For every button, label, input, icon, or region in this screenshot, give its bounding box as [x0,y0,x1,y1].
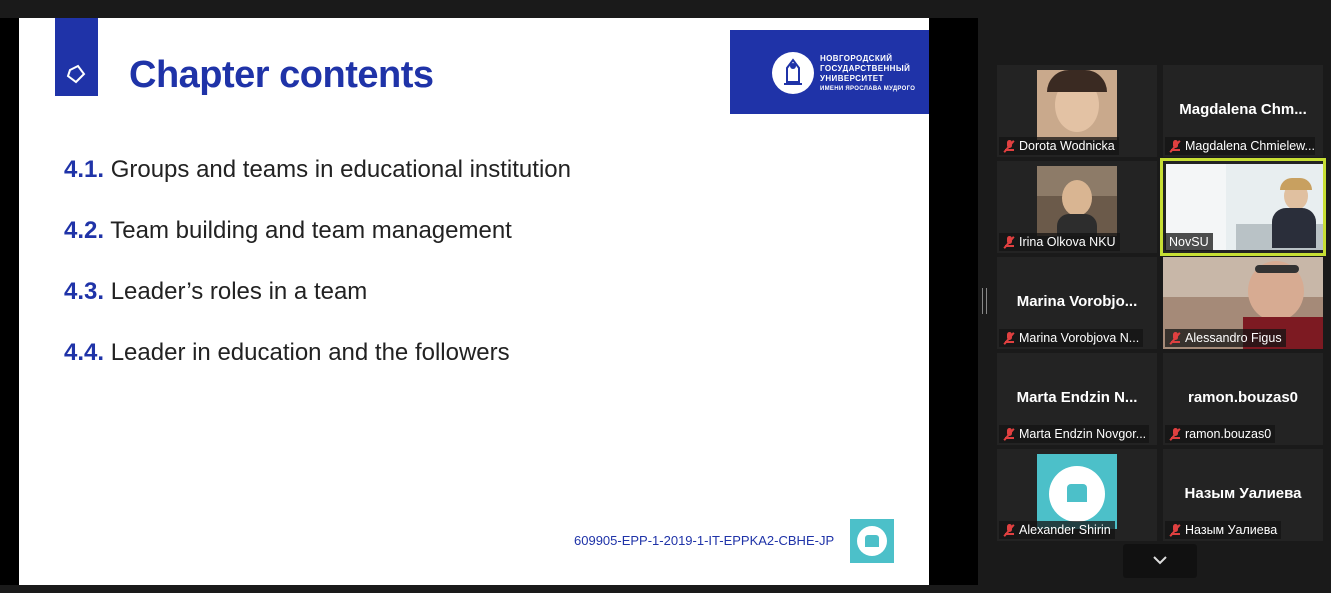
participant-tile[interactable] [997,161,1157,253]
participant-name-label: Marina Vorobjova N... [999,329,1143,347]
participant-tile-active-speaker[interactable] [1160,158,1326,256]
project-code: 609905-EPP-1-2019-1-IT-EPPKA2-CBHE-JP [574,533,835,548]
participant-tile[interactable] [997,65,1157,157]
gallery-scroll-down-button[interactable] [1123,544,1197,578]
window-top-bar [0,0,1331,18]
toc-item: 4.2. Team building and team management [64,217,512,244]
table-of-contents [64,156,571,400]
mic-muted-icon [1003,140,1015,153]
participant-name-label: Irina Olkova NKU [999,233,1120,251]
participant-name-label: NovSU [1165,233,1213,251]
mic-muted-icon [1169,428,1181,441]
participant-avatar [1037,454,1117,529]
toc-item: 4.4. Leader in education and the followers [64,339,510,366]
mic-muted-icon [1169,332,1181,345]
participant-tile[interactable] [1163,65,1323,157]
mic-muted-icon [1169,524,1181,537]
slide-corner-flag [55,18,98,96]
participant-display-name: ramon.bouzas0 [1187,389,1299,406]
presentation-slide [19,18,929,585]
window-bottom-bar [0,585,1331,593]
participant-tile[interactable] [997,449,1157,541]
slide-title: Chapter contents [129,54,434,96]
toc-item: 4.1. Groups and teams in educational institution [64,156,571,183]
participant-tile[interactable] [1163,257,1323,349]
toc-item: 4.3. Leader’s roles in a team [64,278,368,305]
participant-tile[interactable] [997,353,1157,445]
panel-resize-handle[interactable] [982,288,987,314]
participant-name-label: Alexander Shirin [999,521,1115,539]
participant-display-name: Назым Уалиева [1184,485,1302,502]
participant-name-label: Marta Endzin Novgor... [999,425,1149,443]
participant-name-label: Назым Уалиева [1165,521,1281,539]
mic-muted-icon [1169,140,1181,153]
mic-muted-icon [1003,332,1015,345]
participant-tile[interactable] [997,257,1157,349]
project-logo-icon [850,519,894,563]
participant-video [1037,70,1117,140]
participant-name-label: ramon.bouzas0 [1165,425,1275,443]
chevron-down-icon [1153,555,1167,565]
participant-tile[interactable] [1163,449,1323,541]
participant-display-name: Marta Endzin N... [1016,389,1138,406]
participant-name-label: Dorota Wodnicka [999,137,1119,155]
participant-name-label: Magdalena Chmielew... [1165,137,1315,155]
participant-video [1037,166,1117,236]
participant-name-label: Alessandro Figus [1165,329,1286,347]
tag-icon [64,62,88,86]
mic-muted-icon [1003,236,1015,249]
university-banner [730,30,929,114]
mic-muted-icon [1003,428,1015,441]
participant-tile[interactable] [1163,353,1323,445]
participant-display-name: Marina Vorobjo... [1016,293,1138,310]
participant-display-name: Magdalena Chm... [1179,101,1307,118]
university-emblem-icon [772,52,814,94]
mic-muted-icon [1003,524,1015,537]
university-name: НОВГОРОДСКИЙ ГОСУДАРСТВЕННЫЙ УНИВЕРСИТЕТ ИМЕНИ ЯРОСЛАВА МУДРОГО [820,54,916,92]
